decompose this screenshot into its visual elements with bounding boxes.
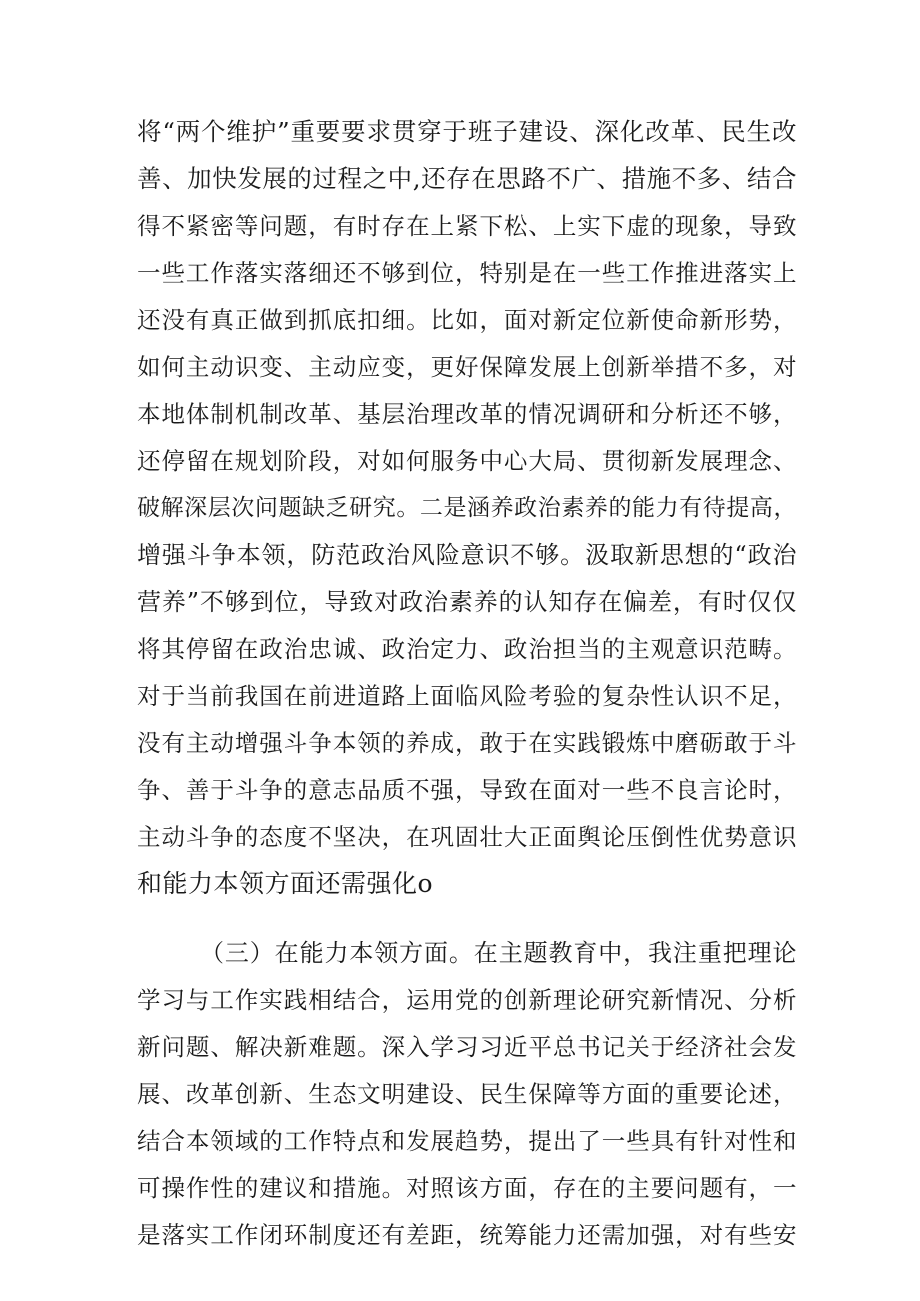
text-line: 增强斗争本领，防范政治风险意识不够。汲取新思想的“政治 (137, 541, 797, 569)
section-heading-line: （三）在能力本领方面。在主题教育中，我注重把理论 (200, 939, 797, 967)
text-line: 得不紧密等问题，有时存在上紧下松、上实下虚的现象，导致 (137, 212, 797, 240)
text-line: 没有主动增强斗争本领的养成，敢于在实践锻炼中磨砺敢于斗 (137, 729, 797, 757)
text-line: 将“两个维护”重要要求贯穿于班子建设、深化改革、民生改 (137, 117, 797, 146)
text-line: 一些工作落实落细还不够到位，特别是在一些工作推进落实上 (137, 259, 797, 287)
text-line: 主动斗争的态度不坚决，在巩固壮大正面舆论压倒性优势意识 (137, 823, 797, 851)
text-line: 善、加快发展的过程之中,还存在思路不广、措施不多、结合 (137, 164, 797, 193)
text-line: 结合本领域的工作特点和发展趋势，提出了一些具有针对性和 (137, 1127, 797, 1155)
text-line: 将其停留在政治忠诚、政治定力、政治担当的主观意识范畴。 (137, 635, 797, 663)
text-line: 如何主动识变、主动应变，更好保障发展上创新举措不多，对 (137, 353, 797, 381)
text-line: 可操作性的建议和措施。对照该方面，存在的主要问题有，一 (137, 1174, 797, 1202)
text-line: 营养”不够到位，导致对政治素养的认知存在偏差，有时仅仅 (137, 588, 797, 616)
text-line: 对于当前我国在前进道路上面临风险考验的复杂性认识不足， (137, 682, 797, 710)
text-line: 争、善于斗争的意志品质不强，导致在面对一些不良言论时， (137, 776, 797, 804)
text-line: 本地体制机制改革、基层治理改革的情况调研和分析还不够， (137, 400, 797, 428)
text-line: 还停留在规划阶段，对如何服务中心大局、贯彻新发展理念、 (137, 447, 797, 475)
text-line: 学习与工作实践相结合，运用党的创新理论研究新情况、分析 (137, 986, 797, 1014)
text-line: 破解深层次问题缺乏研究。二是涵养政治素养的能力有待提高， (137, 495, 797, 521)
text-line: 和能力本领方面还需强化o (137, 869, 434, 898)
text-line: 是落实工作闭环制度还有差距，统筹能力还需加强，对有些安 (137, 1221, 797, 1249)
text-line: 还没有真正做到抓底扣细。比如，面对新定位新使命新形势， (137, 306, 797, 334)
text-line: 新问题、解决新难题。深入学习习近平总书记关于经济社会发 (137, 1033, 797, 1061)
text-line: 展、改革创新、生态文明建设、民生保障等方面的重要论述， (137, 1080, 797, 1108)
